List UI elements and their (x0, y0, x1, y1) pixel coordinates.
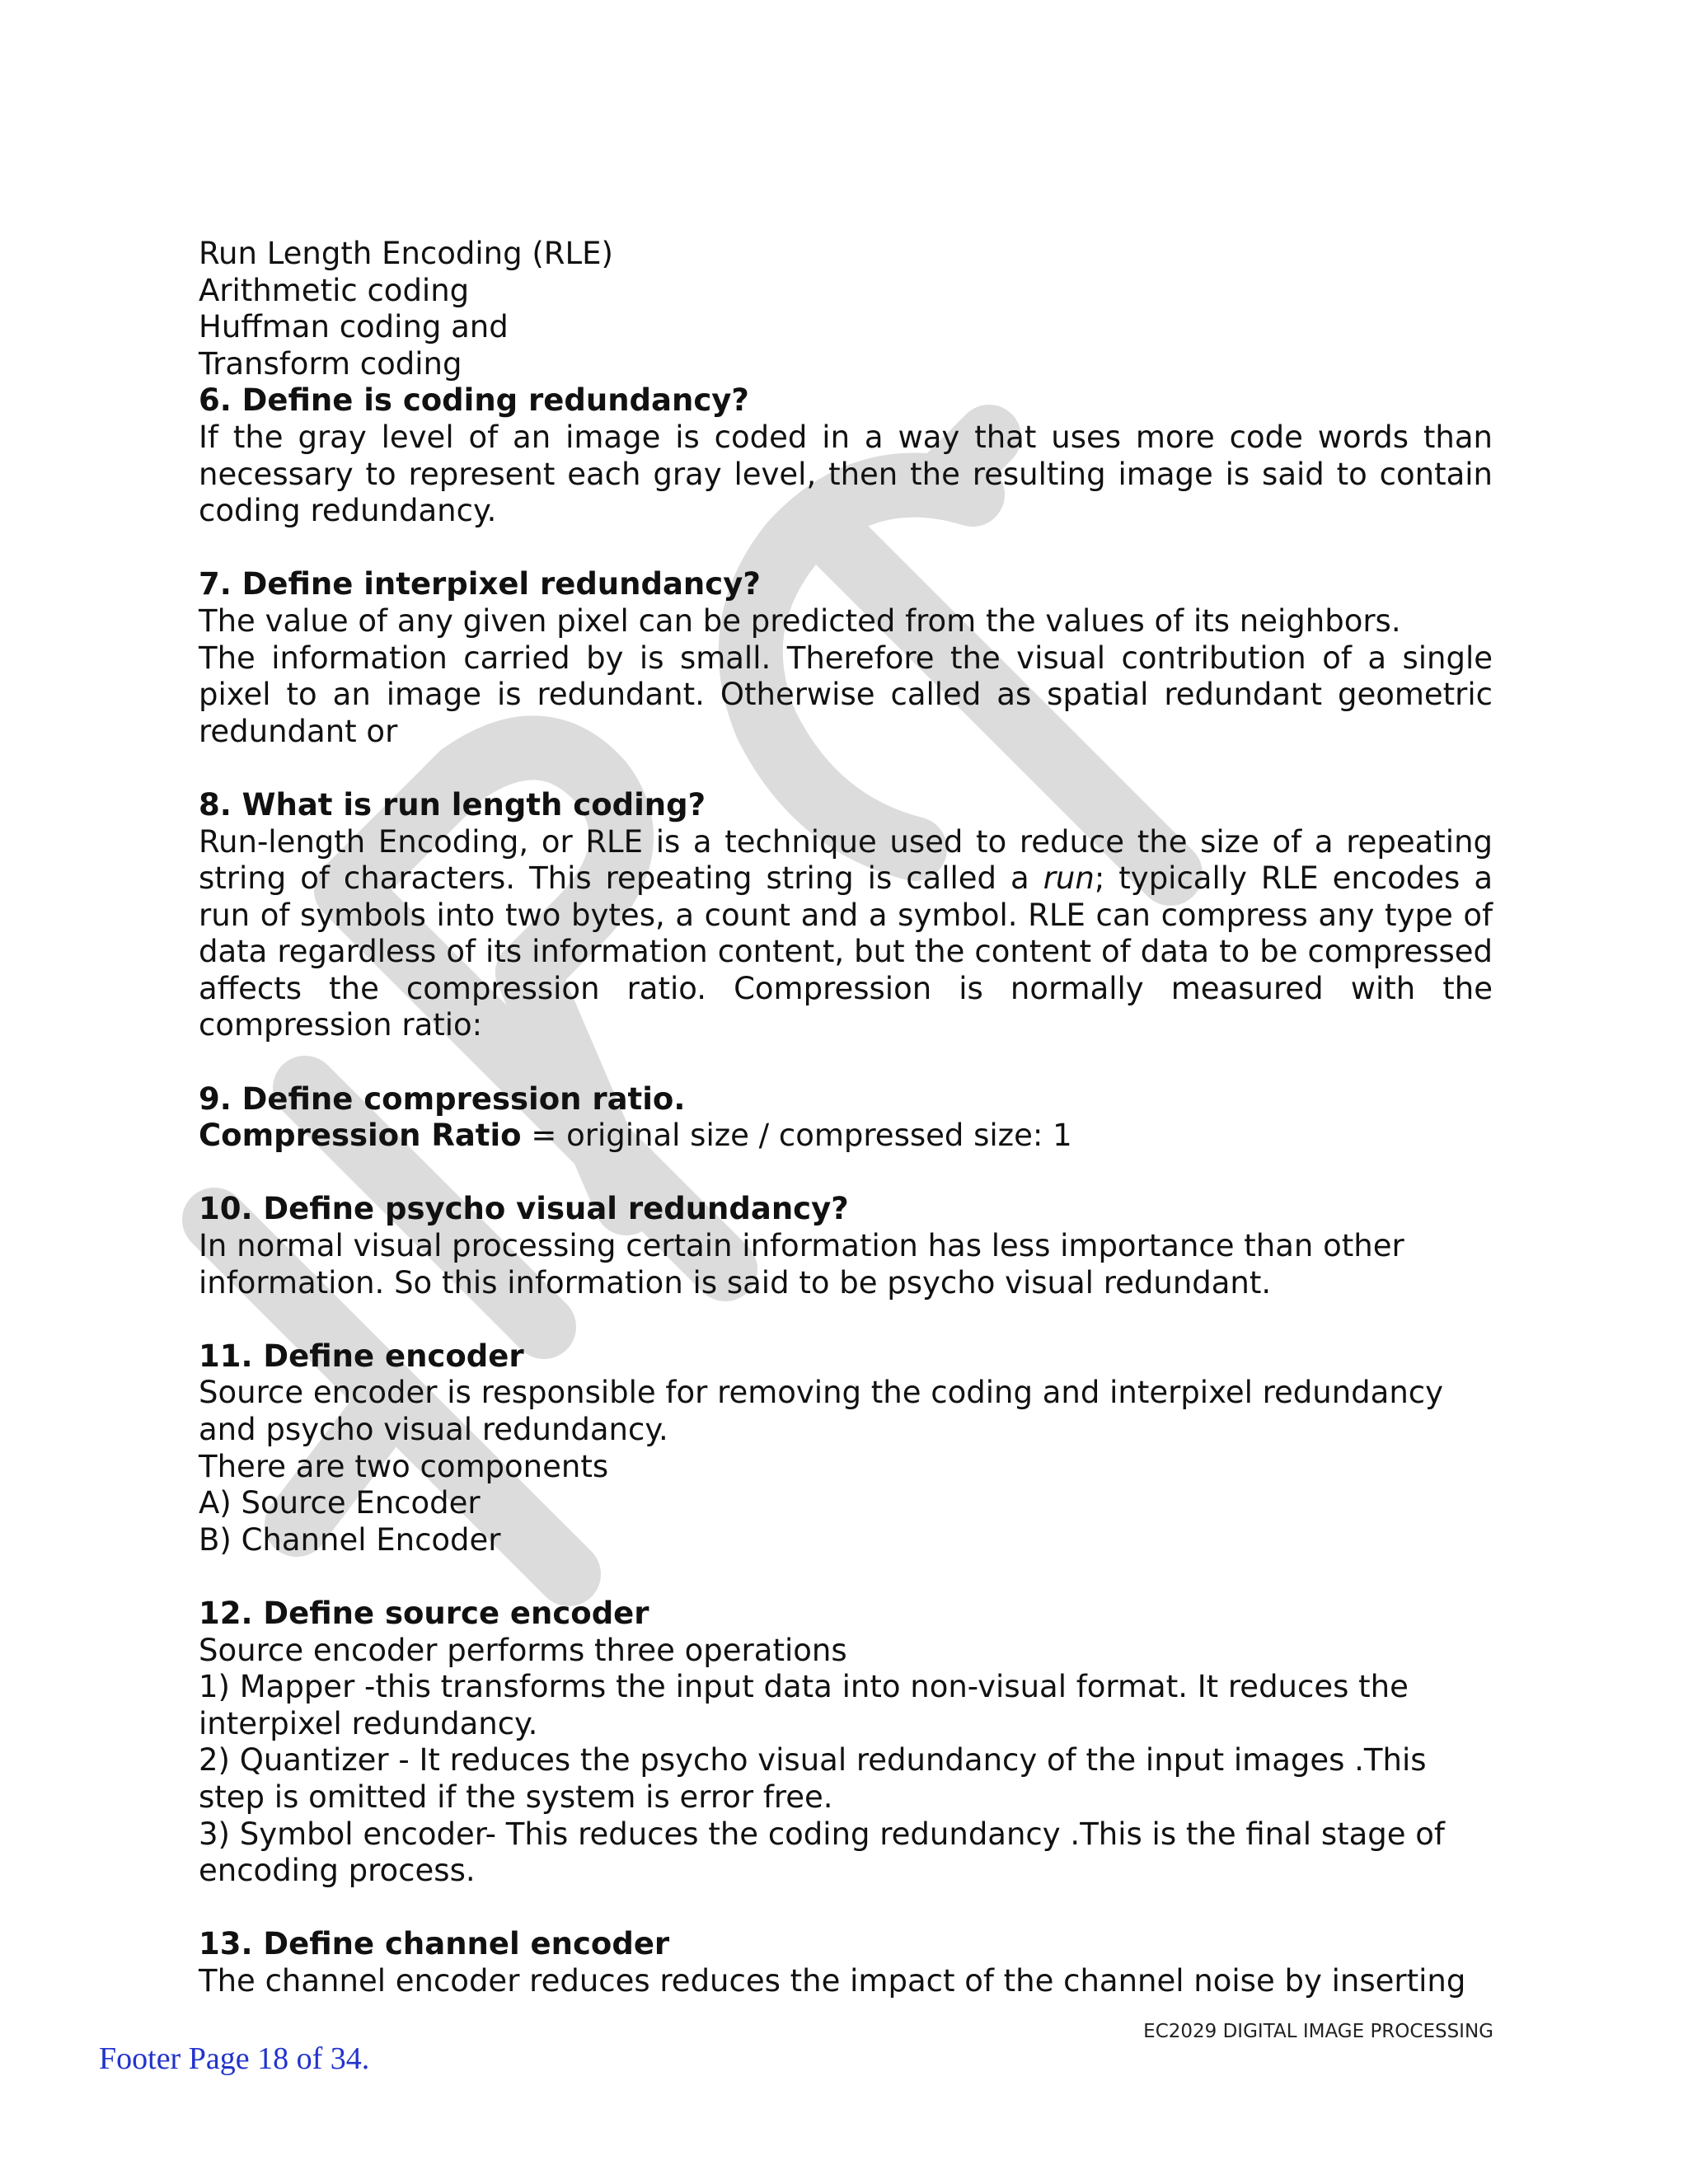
q11-components-intro: There are two components (199, 1448, 609, 1484)
q9-body (199, 1118, 1493, 1155)
q10-heading: 10. Define psycho visual redundancy? (199, 1191, 849, 1227)
list-item: Transform coding (199, 345, 462, 382)
q8-body (199, 824, 1493, 1045)
q12-op1: 1) Mapper -this transforms the input data into non-visual format. It reduces the interpixel redundancy. (199, 1669, 1409, 1741)
q11-body: Source encoder is responsible for removing the coding and interpixel redundancy and psycho visual redundancy. (199, 1375, 1444, 1447)
list-item: Arithmetic coding (199, 272, 470, 308)
q13-heading: 13. Define channel encoder (199, 1926, 670, 1962)
list-item: Huffman coding and (199, 309, 509, 345)
spacer (199, 1890, 1493, 1927)
spacer (199, 1044, 1493, 1081)
q8-body-after: ; typically RLE encodes a run of symbols into two bytes, a count and a symbol. RLE can compress any type of data regardless of its information content, but the content of data to be compressed affects the compression ratio. Compression is normally measured with the compression ratio: (199, 860, 1493, 1043)
q6-heading: 6. Define is coding redundancy? (199, 382, 749, 419)
spacer (199, 1155, 1493, 1192)
document-body (199, 236, 1493, 2000)
spacer (199, 750, 1493, 787)
q12-intro: Source encoder performs three operations (199, 1632, 847, 1668)
spacer (199, 1558, 1493, 1596)
list-item: Run Length Encoding (RLE) (199, 236, 613, 271)
q9-heading: 9. Define compression ratio. (199, 1080, 686, 1117)
q8-body-italic: run (1043, 860, 1095, 897)
spacer (199, 530, 1493, 567)
q10-body: In normal visual processing certain information has less importance than other information. So this information is said to be psycho visual redundant. (199, 1228, 1404, 1301)
q9-definition: = original size / compressed size: 1 (521, 1118, 1072, 1154)
q8-body-before: Run-length Encoding, or RLE is a technique used to reduce the size of a repeating string of characters. This repeating string is called a (199, 823, 1493, 897)
q13-body: The channel encoder reduces reduces the impact of the channel noise by inserting (199, 1962, 1466, 1999)
q9-term: Compression Ratio (199, 1118, 522, 1154)
q12-heading: 12. Define source encoder (199, 1595, 649, 1631)
q6-body: If the gray level of an image is coded in a way that uses more code words than necessary to represent each gray level, then the resulting image is said to contain coding redundancy. (199, 419, 1493, 529)
course-label: EC2029 DIGITAL IMAGE PROCESSING (1143, 2021, 1493, 2042)
q12-op3: 3) Symbol encoder- This reduces the coding redundancy .This is the final stage of encoding process. (199, 1816, 1445, 1889)
q7-line1: The value of any given pixel can be predicted from the values of its neighbors. (199, 602, 1401, 639)
q7-heading: 7. Define interpixel redundancy? (199, 566, 761, 602)
q12-op2: 2) Quantizer - It reduces the psycho visual redundancy of the input images .This step is omitted if the system is error free. (199, 1742, 1427, 1815)
page-footer: Footer Page 18 of 34. (99, 2041, 370, 2076)
q11-component-b: B) Channel Encoder (199, 1521, 501, 1558)
q7-line2: The information carried by is small. Therefore the visual contribution of a single pixel to an image is redundant. Otherwise called as spatial redundant geometric redundant or (199, 640, 1493, 749)
q11-heading: 11. Define encoder (199, 1338, 524, 1374)
q11-component-a: A) Source Encoder (199, 1485, 481, 1521)
spacer (199, 1301, 1493, 1338)
q8-heading: 8. What is run length coding? (199, 786, 706, 823)
